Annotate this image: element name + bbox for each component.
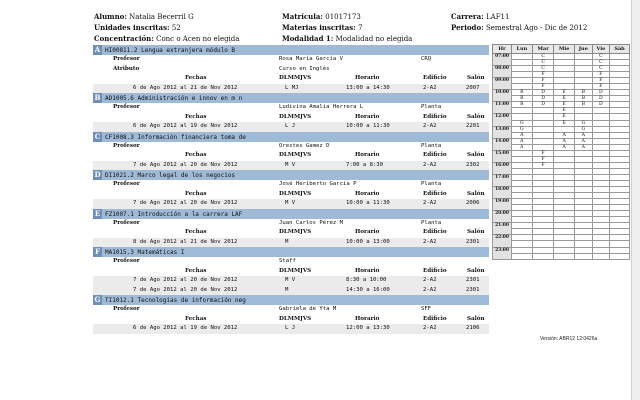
- hour-label: 11:00: [493, 102, 512, 114]
- session-headers: [93, 113, 489, 123]
- session-building: 2-A2: [423, 238, 437, 245]
- grid-slot: E: [554, 120, 574, 126]
- grid-slot: C: [532, 60, 554, 66]
- version-text: Versión: ABR12 12:0426a: [540, 336, 598, 342]
- grid-slot: B: [512, 96, 533, 102]
- salon-label: Salón: [467, 190, 485, 197]
- profesor-label: Profesor: [113, 104, 140, 110]
- vertical-scrollbar[interactable]: [631, 0, 640, 400]
- grid-slot: A: [512, 144, 533, 150]
- course-block: [93, 132, 489, 171]
- horario-label: Horario: [355, 315, 380, 322]
- grid-slot: B: [574, 96, 592, 102]
- edificio-label: Edificio: [423, 75, 447, 81]
- session-building: 2-A2: [423, 161, 437, 168]
- dias-label: DLMMJVS: [279, 75, 312, 81]
- hour-label: 10:00: [493, 90, 512, 102]
- grid-slot: G: [574, 126, 592, 132]
- grid-slot: G: [574, 120, 592, 126]
- session-time: 7:00 a 8:30: [346, 161, 384, 168]
- profesor-row: [93, 55, 489, 65]
- session-time: 13:00 a 14:30: [346, 84, 390, 91]
- modalidad-field: Modalidad 1: Modalidad no elegida: [282, 34, 413, 43]
- fechas-label: Fechas: [185, 315, 207, 322]
- course-letter: D: [94, 170, 101, 179]
- grid-slot: D: [592, 96, 609, 102]
- profesor-name: Ludivina Amalia Herrera L: [279, 104, 364, 110]
- session-row: [93, 276, 489, 286]
- grid-slot: F: [592, 84, 609, 90]
- profesor-building: Planta: [421, 219, 442, 226]
- hour-label: 12:00: [493, 114, 512, 126]
- session-days: M V: [285, 277, 296, 283]
- grid-header-cell: Mie: [554, 45, 574, 54]
- grid-slot: [610, 253, 630, 259]
- session-room: 2201: [466, 123, 480, 129]
- grid-slot: B: [574, 90, 592, 96]
- session-room: 2301: [466, 286, 480, 293]
- dias-label: DLMMJVS: [279, 315, 312, 322]
- grid-slot: A: [512, 138, 533, 144]
- grid-slot: G: [512, 120, 533, 126]
- edificio-label: Edificio: [423, 190, 447, 197]
- grid-slot: A: [554, 144, 574, 150]
- grid-slot: A: [574, 132, 592, 138]
- course-header[interactable]: [93, 295, 489, 305]
- profesor-label: Profesor: [113, 306, 140, 312]
- dias-label: DLMMJVS: [279, 113, 312, 120]
- session-dates: 6 de Ago 2012 al 19 de Nov 2012: [133, 325, 238, 331]
- session-building: 2-A2: [423, 286, 437, 293]
- grid-slot: G: [512, 126, 533, 132]
- salon-label: Salón: [467, 229, 485, 235]
- grid-slot: B: [512, 102, 533, 108]
- course-header[interactable]: [93, 247, 489, 257]
- session-room: 2006: [466, 200, 480, 206]
- profesor-row: [93, 180, 489, 190]
- profesor-building: CRQ: [421, 56, 432, 62]
- matricula-field: Matrícula: 01017173: [282, 12, 361, 21]
- grid-slot: F: [532, 84, 554, 90]
- session-room: 2301: [466, 277, 480, 283]
- course-title: CF1008.3 Información financiera toma de: [105, 133, 246, 141]
- edificio-label: Edificio: [423, 267, 447, 274]
- grid-slot: E: [554, 108, 574, 114]
- session-days: M V: [285, 200, 296, 206]
- grid-header-cell: Jue: [574, 45, 592, 54]
- session-time: 12:00 a 13:30: [346, 325, 390, 331]
- profesor-row: [93, 257, 489, 267]
- edificio-label: Edificio: [423, 113, 447, 120]
- profesor-row: [93, 103, 489, 113]
- grid-header-cell: Hr: [493, 45, 512, 54]
- hour-label: 17:00: [493, 174, 512, 186]
- course-block: [93, 209, 489, 248]
- grid-slot: [574, 253, 592, 259]
- student-header: [94, 12, 634, 46]
- grid-header-cell: Lun: [512, 45, 533, 54]
- grid-slot: D: [592, 102, 609, 108]
- session-dates: 7 de Ago 2012 al 20 de Nov 2012: [133, 286, 238, 293]
- salon-label: Salón: [467, 113, 485, 120]
- course-header[interactable]: [93, 170, 489, 180]
- edificio-label: Edificio: [423, 229, 447, 235]
- session-days: L MJ: [285, 84, 299, 91]
- session-time: 10:00 a 13:00: [346, 238, 390, 245]
- fechas-label: Fechas: [185, 113, 207, 120]
- session-row: [93, 324, 489, 334]
- session-dates: 6 de Ago 2012 al 21 de Nov 2012: [133, 84, 238, 91]
- grid-slot: C: [592, 60, 609, 66]
- grid-header-cell: Mar: [532, 45, 554, 54]
- horario-label: Horario: [355, 267, 380, 274]
- grid-slot: F: [532, 162, 554, 168]
- materias-field: Materias inscritas: 7: [282, 23, 363, 32]
- course-block: [93, 45, 489, 93]
- grid-slot: F: [532, 150, 554, 156]
- concentracion-field: Concentración: Conc o Acen no elegida: [94, 34, 240, 43]
- course-title: AD1005.6 Administración e innov en m n: [105, 95, 243, 102]
- course-block: [93, 247, 489, 295]
- course-block: [93, 170, 489, 209]
- course-header[interactable]: [93, 209, 489, 219]
- profesor-name: Orestes Gamez D: [279, 142, 330, 149]
- session-time: 14:30 a 16:00: [346, 286, 390, 293]
- course-block: [93, 93, 489, 132]
- session-row: [93, 238, 489, 248]
- course-header[interactable]: [93, 132, 489, 142]
- session-dates: 7 de Ago 2012 al 20 de Nov 2012: [133, 200, 238, 206]
- hour-label: 13:00: [493, 126, 512, 138]
- course-letter: C: [94, 131, 101, 141]
- fechas-label: Fechas: [185, 152, 207, 158]
- schedule-table: [492, 44, 630, 260]
- profesor-building: Planta: [421, 181, 442, 187]
- periodo-field: Periodo: Semestral Ago - Dic de 2012: [451, 23, 588, 32]
- hour-label: 20:00: [493, 211, 512, 223]
- profesor-building: SFF: [421, 306, 432, 312]
- salon-label: Salón: [467, 75, 485, 81]
- profesor-label: Profesor: [113, 142, 140, 149]
- session-room: 2007: [466, 84, 480, 91]
- grid-slot: A: [574, 144, 592, 150]
- hour-label: 19:00: [493, 199, 512, 211]
- session-headers: [93, 74, 489, 84]
- grid-slot: [554, 253, 574, 259]
- session-row: [93, 161, 489, 171]
- dias-label: DLMMJVS: [279, 152, 312, 158]
- course-title: FZ1007.1 Introducción a la carrera LAF: [105, 210, 243, 218]
- grid-slot: B: [512, 90, 533, 96]
- session-building: 2-A2: [423, 277, 437, 283]
- course-letter: B: [94, 93, 101, 102]
- profesor-row: [93, 305, 489, 315]
- course-title: TI1012.1 Tecnologías de información neg: [105, 297, 246, 304]
- alumno-field: Alumno: Natalia Becerril G: [94, 12, 194, 21]
- hour-label: 16:00: [493, 162, 512, 174]
- session-days: M V: [285, 161, 296, 168]
- hour-label: 21:00: [493, 223, 512, 235]
- hour-label: 08:00: [493, 66, 512, 78]
- profesor-name: Gabriela de Yta M: [279, 306, 337, 312]
- session-building: 2-A2: [423, 325, 437, 331]
- session-building: 2-A2: [423, 123, 437, 129]
- session-dates: 7 de Ago 2012 al 20 de Nov 2012: [133, 277, 238, 283]
- grid-header-cell: Vie: [592, 45, 609, 54]
- session-days: M: [285, 238, 289, 245]
- course-title: DI1021.2 Marco legal de los negocios: [105, 172, 236, 179]
- course-letter: G: [94, 295, 101, 304]
- fechas-label: Fechas: [185, 75, 207, 81]
- session-headers: [93, 267, 489, 277]
- grid-slot: F: [592, 78, 609, 84]
- session-time: 10:00 a 11:30: [346, 200, 390, 206]
- session-row: [93, 122, 489, 132]
- grid-slot: A: [554, 138, 574, 144]
- horario-label: Horario: [355, 75, 380, 81]
- grid-slot: E: [554, 102, 574, 108]
- grid-header-cell: Sáb: [610, 45, 630, 54]
- course-block: [93, 295, 489, 334]
- hour-label: 15:00: [493, 150, 512, 162]
- horario-label: Horario: [355, 113, 380, 120]
- grid-slot: E: [554, 114, 574, 120]
- session-row: [93, 286, 489, 296]
- dias-label: DLMMJVS: [279, 190, 312, 197]
- grid-slot: C: [592, 54, 609, 60]
- profesor-label: Profesor: [113, 258, 140, 264]
- grid-slot: F: [532, 156, 554, 162]
- salon-label: Salón: [467, 267, 485, 274]
- fechas-label: Fechas: [185, 229, 207, 235]
- hour-label: 22:00: [493, 235, 512, 247]
- profesor-name: José Heriberto García P: [279, 181, 357, 187]
- course-title: HI00811.2 Lengua extranjera módulo B: [105, 47, 236, 54]
- course-title: MA1015.3 Matemáticas I: [105, 249, 185, 256]
- profesor-name: Staff: [279, 258, 296, 264]
- session-days: M: [285, 286, 289, 293]
- session-dates: 6 de Ago 2012 al 19 de Nov 2012: [133, 123, 238, 129]
- session-room: 2106: [466, 325, 480, 331]
- hour-label: 23:00: [493, 247, 512, 259]
- fechas-label: Fechas: [185, 267, 207, 274]
- horario-label: Horario: [355, 229, 380, 235]
- salon-label: Salón: [467, 315, 485, 322]
- session-time: 10:00 a 11:30: [346, 123, 390, 129]
- session-room: 2302: [466, 161, 480, 168]
- horario-label: Horario: [355, 190, 380, 197]
- session-row: [93, 84, 489, 94]
- grid-slot: C: [532, 54, 554, 60]
- course-letter: F: [93, 247, 102, 257]
- hour-label: 09:00: [493, 78, 512, 90]
- session-time: 8:30 a 10:00: [346, 277, 387, 283]
- session-row: [93, 199, 489, 209]
- dias-label: DLMMJVS: [279, 229, 312, 235]
- grid-slot: [532, 253, 554, 259]
- profesor-building: Planta: [421, 104, 442, 110]
- session-dates: 7 de Ago 2012 al 20 de Nov 2012: [133, 161, 238, 168]
- profesor-label: Profesor: [113, 181, 140, 187]
- profesor-label: Profesor: [113, 219, 140, 226]
- weekly-grid: [492, 44, 630, 326]
- course-letter: A: [94, 45, 101, 54]
- grid-slot: E: [554, 90, 574, 96]
- atributo-label: Atributo: [113, 65, 140, 72]
- session-headers: [93, 190, 489, 200]
- profesor-row: [93, 142, 489, 152]
- session-room: 2301: [466, 238, 480, 245]
- atributo-value: Curso en Inglés: [279, 65, 330, 72]
- grid-slot: F: [532, 72, 554, 78]
- edificio-label: Edificio: [423, 152, 447, 158]
- grid-slot: F: [592, 72, 609, 78]
- course-list: [93, 45, 489, 400]
- grid-slot: [512, 253, 533, 259]
- grid-slot: C: [592, 66, 609, 72]
- fechas-label: Fechas: [185, 190, 207, 197]
- course-header[interactable]: [93, 93, 489, 103]
- grid-slot: D: [532, 102, 554, 108]
- unidades-field: Unidades inscritas: 52: [94, 23, 181, 32]
- grid-slot: A: [512, 132, 533, 138]
- grid-slot: D: [592, 90, 609, 96]
- grid-slot: B: [574, 102, 592, 108]
- profesor-name: Rosa María García V: [279, 56, 343, 62]
- grid-slot: E: [554, 96, 574, 102]
- grid-slot: A: [574, 138, 592, 144]
- dias-label: DLMMJVS: [279, 267, 312, 274]
- session-headers: [93, 315, 489, 325]
- session-headers: [93, 228, 489, 238]
- hour-label: 18:00: [493, 187, 512, 199]
- profesor-building: Planta: [421, 142, 442, 149]
- grid-slot: A: [554, 132, 574, 138]
- course-header[interactable]: [93, 45, 489, 55]
- session-dates: 8 de Ago 2012 al 21 de Nov 2012: [133, 238, 238, 245]
- hour-label: 14:00: [493, 138, 512, 150]
- grid-slot: F: [532, 78, 554, 84]
- session-days: L J: [285, 325, 296, 331]
- session-days: L J: [285, 123, 296, 129]
- hour-label: 07:00: [493, 54, 512, 66]
- session-building: 2-A2: [423, 200, 437, 206]
- edificio-label: Edificio: [423, 315, 447, 322]
- grid-row: [493, 253, 630, 259]
- salon-label: Salón: [467, 152, 485, 158]
- session-building: 2-A2: [423, 84, 437, 91]
- profesor-row: [93, 219, 489, 229]
- session-headers: [93, 151, 489, 161]
- carrera-field: Carrera: LAF11: [451, 12, 510, 21]
- grid-slot: [592, 253, 609, 259]
- course-letter: E: [94, 208, 101, 218]
- grid-slot: D: [532, 96, 554, 102]
- atributo-row: [93, 65, 489, 75]
- profesor-name: Juan Carlos Pérez M: [279, 219, 343, 226]
- profesor-label: Profesor: [113, 56, 140, 62]
- grid-slot: D: [532, 90, 554, 96]
- grid-slot: C: [532, 66, 554, 72]
- horario-label: Horario: [355, 152, 380, 158]
